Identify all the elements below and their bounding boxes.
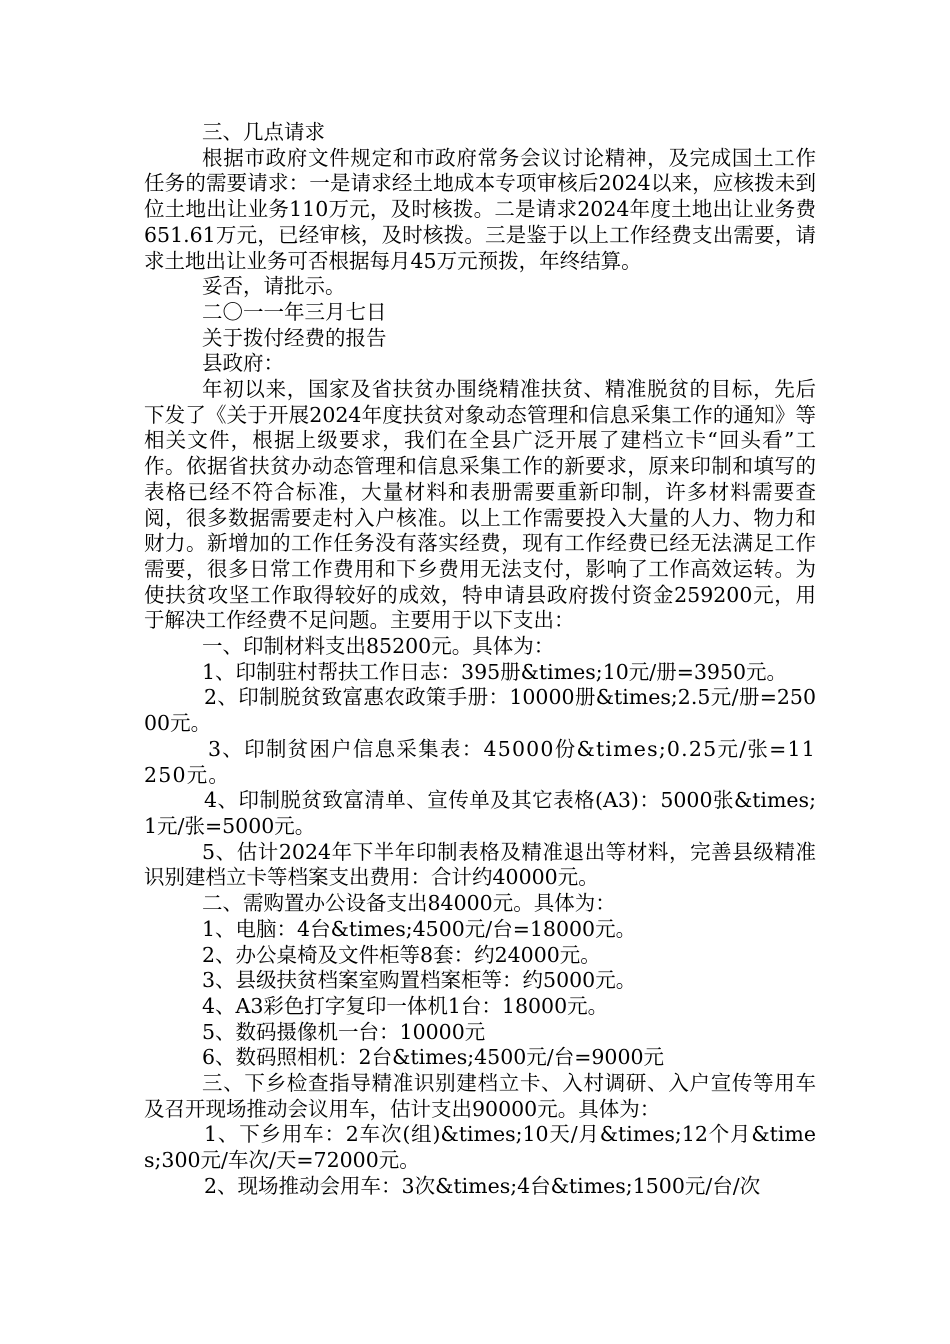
paragraph-report-body: 年初以来，国家及省扶贫办围绕精准扶贫、精准脱贫的目标，先后下发了《关于开展2024年度扶贫对象动态管理和信息采集工作的通知》等相关文件，根据上级要求，我们在全县广泛开展了建档立卡“回头看”工作。依据省扶贫办动态管理和信息采集工作的新要求，原来印制和填写的表格已经不符合标准，大量材料和表册需要重新印制，许多材料需要查阅，很多数据需要走村入户核准。以上工作需要投入大量的人力、物力和财力。新增加的工作任务没有落实经费，现有工作经费已经无法满足工作需要，很多日常工作费用和下乡费用无法支付，影响了工作高效运转。为使扶贫攻坚工作取得较好的成效，特申请县政府拨付资金259200元，用于解决工作经费不足问题。主要用于以下支出： [144, 377, 816, 633]
report-title: 关于拨付经费的报告 [202, 325, 387, 350]
section-heading-vehicles: 三、下乡检查指导精准识别建档立卡、入村调研、入户宣传等用车及召开现场推动会议用车，估计支出90000元。具体为： [144, 1071, 816, 1121]
list-item-printing-4: 4、印制脱贫致富清单、宣传单及其它表格(A3)：5000张&times;1元/张=5000元。 [144, 788, 816, 838]
list-item-equipment-3: 3、县级扶贫档案室购置档案柜等：约5000元。 [202, 968, 637, 993]
list-item-printing-5: 5、估计2024年下半年印制表格及精准退出等材料，完善县级精准识别建档立卡等档案支出费用：合计约40000元。 [144, 839, 816, 890]
document-page [144, 120, 816, 1200]
list-item-printing-3: 3、印制贫困户信息采集表：45000份&times;0.25元/张=11250元。 [144, 736, 816, 787]
list-item-equipment-2: 2、办公桌椅及文件柜等8套：约24000元。 [202, 942, 601, 967]
section-heading-printing: 一、印制材料支出85200元。具体为： [202, 634, 555, 659]
paragraph-approval-request: 妥否，请批示。 [202, 274, 346, 299]
list-item-equipment-1: 1、电脑：4台&times;4500元/台=18000元。 [202, 916, 637, 941]
list-item-vehicles-1: 1、下乡用车：2车次(组)&times;10天/月&times;12个月&times;300元/车次/天=72000元。 [144, 1122, 816, 1173]
list-item-vehicles-2: 2、现场推动会用车：3次&times;4台&times;1500元/台/次 [204, 1173, 761, 1198]
list-item-equipment-5: 5、数码摄像机一台：10000元 [202, 1019, 486, 1044]
section-heading-equipment: 二、需购置办公设备支出84000元。具体为： [202, 891, 616, 916]
list-item-printing-2: 2、印制脱贫致富惠农政策手册：10000册&times;2.5元/册=25000元。 [144, 685, 816, 736]
list-item-printing-1: 1、印制驻村帮扶工作日志：395册&times;10元/册=3950元。 [202, 659, 788, 684]
list-item-equipment-4: 4、A3彩色打字复印一体机1台：18000元。 [202, 993, 609, 1018]
section-heading-requests: 三、几点请求 [202, 120, 325, 144]
paragraph-date: 二〇一一年三月七日 [202, 299, 387, 324]
list-item-equipment-6: 6、数码照相机：2台&times;4500元/台=9000元 [202, 1045, 665, 1070]
salutation: 县政府： [202, 351, 284, 376]
paragraph-requests-body: 根据市政府文件规定和市政府常务会议讨论精神，及完成国土工作任务的需要请求：一是请求经土地成本专项审核后2024以来，应核拨未到位土地出让业务110万元，及时核拨。二是请求2024年度土地出让业务费651.61万元，已经审核，及时核拨。三是鉴于以上工作经费支出需要，请求土地出让业务可否根据每月45万元预拨，年终结算。 [144, 145, 816, 273]
